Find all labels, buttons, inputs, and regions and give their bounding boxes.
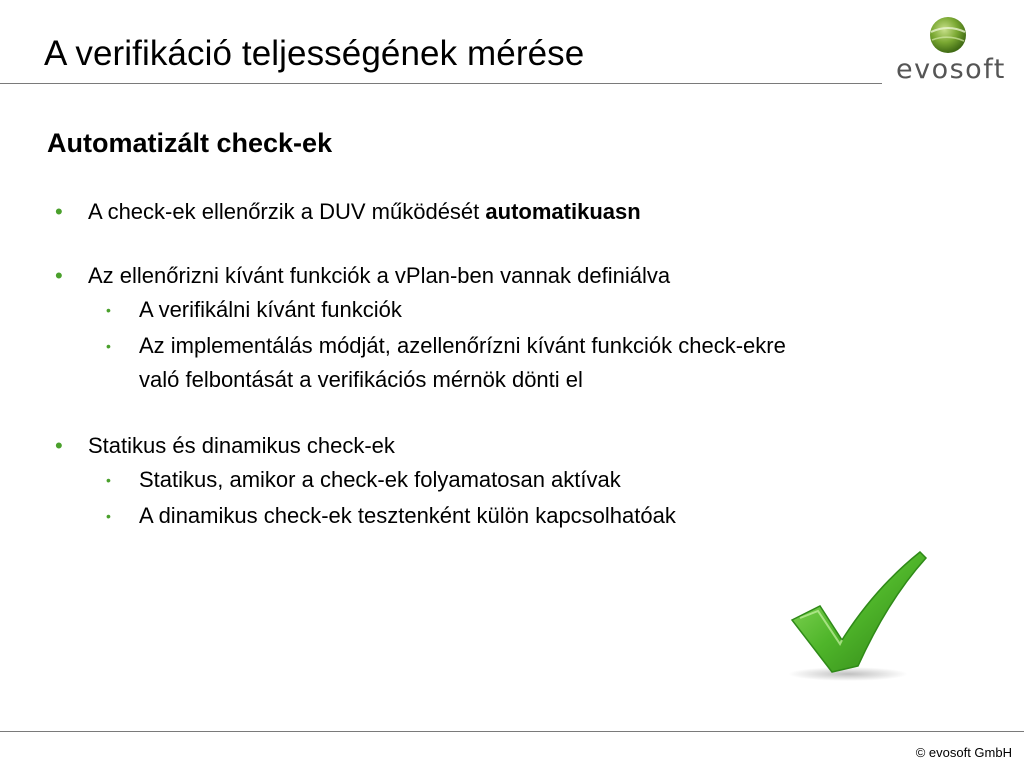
sub-list-item-continuation: való felbontását a verifikációs mérnök dönti el (139, 367, 583, 392)
sub-list-item: Az implementálás módját, azellenőrízni kívánt funkciók check-ekre (139, 333, 786, 358)
bullet-emphasis: automatikuasn (485, 199, 641, 224)
checkmark-icon (780, 548, 930, 683)
bullet-icon: • (106, 338, 111, 354)
logo-text: evosoft (896, 54, 1006, 85)
title-divider (0, 83, 882, 84)
section-heading: Automatizált check-ek (47, 128, 333, 158)
list-item: Az ellenőrizni kívánt funkciók a vPlan-ben vannak definiálva (88, 263, 671, 288)
slide-title: A verifikáció teljességének mérése (44, 34, 585, 73)
sub-list-item: A dinamikus check-ek tesztenként külön kapcsolhatóak (139, 503, 676, 528)
bullet-icon: • (106, 472, 111, 488)
sub-list-item: A verifikálni kívánt funkciók (139, 297, 402, 322)
bullet-icon: • (106, 508, 111, 524)
list-item: Statikus és dinamikus check-ek (88, 433, 395, 458)
footer-divider (0, 731, 1024, 732)
bullet-icon: • (55, 263, 63, 288)
list-item (88, 195, 641, 229)
bullet-icon: • (106, 302, 111, 318)
bullet-icon: • (55, 199, 63, 224)
bullet-icon: • (55, 433, 63, 458)
sub-list-item: Statikus, amikor a check-ek folyamatosan aktívak (139, 467, 621, 492)
footer-copyright: © evosoft GmbH (915, 745, 1012, 760)
bullet-text: A check-ek ellenőrzik a DUV működését (88, 199, 486, 224)
